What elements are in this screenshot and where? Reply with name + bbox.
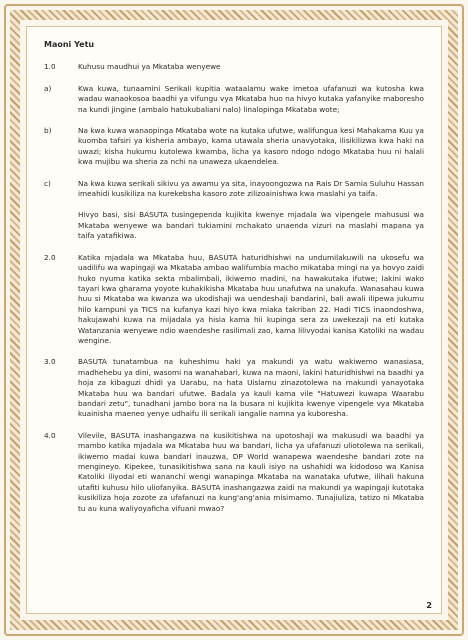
point-number: a) xyxy=(44,83,52,93)
document-content xyxy=(44,40,424,525)
section-2-0 xyxy=(44,253,424,347)
point-1-0 xyxy=(44,62,424,72)
point-c xyxy=(44,179,424,200)
section-number: 3.0 xyxy=(44,357,56,367)
section-number: 4.0 xyxy=(44,430,56,440)
section-4-0 xyxy=(44,431,424,514)
section-3-0 xyxy=(44,357,424,419)
section-text: Vilevile, BASUTA inashangazwa na kusikitishwa na upotoshaji wa makusudi wa baadhi ya mambo katika mjadala wa Mkataba huu wa bandari, licha ya ufafanuzi uliotolewa na serikali, ikiwemo madai kuwa bandari inauzwa, DP World wanapewa waendeshe bandari zote na mengineyo. Kipekee, tunasikitishwa sana na kauli isiyo na ushahidi wa kidodoso wa Kanisa Katoliki iliyodai eti wananchi wengi wanapinga Mkataba na wanataka ufutwe, ilihali hakuna utafiti kuhusu hilo uliofanyika. BASUTA inashangazwa zaidi na makundi ya wapingaji kutotaka kusikiliza hoja zozote za ufafanuzi na kung'ang'ania misimamo. Tunajiuliza, tatizo ni Mkataba tu au kuna waliyoyaficha vifuani mwao? xyxy=(78,430,424,513)
section-number: 2.0 xyxy=(44,252,56,262)
point-number: c) xyxy=(44,178,51,188)
point-a xyxy=(44,84,424,115)
summary-paragraph: Hivyo basi, sisi BASUTA tusingependa kujikita kwenye mjadala wa vipengele mahususi wa Mkataba wenyewe wa bandari tukiamini mchakato unaenda vizuri na maslahi mapana ya taifa yatafikiwa. xyxy=(78,210,424,241)
point-text: Kuhusu maudhui ya Mkataba wenyewe xyxy=(78,62,221,72)
point-text: Na kwa kuwa wanaopinga Mkataba wote na kutaka ufutwe, walifungua kesi Mahakama Kuu ya kuomba tafsiri ya kisheria ambayo, kama utawala sheria unavyotaka, ilisikilizwa kwa haki na uwazi; kisha hukumu kutolewa kwamba, licha ya kasoro ndogo ndogo Mkataba huu ni halali kwa mujibu wa sheria za nchi na unaweza ukaendelea. xyxy=(78,126,424,167)
section-text: Katika mjadala wa Mkataba huu, BASUTA haturidhishwi na undumilakuwili na ukosefu wa uadilifu wa wapingaji wa Mkataba ambao walifumbia macho mikataba mingi na ya hovyo zaidi huko nyuma katika sekta mbalimbali, ikiwemo madini, na hawakutaka ifutwe; lakini wako tayari kwa gharama yoyote kuhakikisha Mkataba huu unafutwa na unakufa. Wanasahau kuwa huu si Mkataba wa kwanza wa ukodishaji wa uendeshaji bandarini, bali awali ilipewa jukumu hilo kampuni ya TICS na kufanya kazi hiyo kwa miaka takriban 22. Hadi TICS inaondoshwa, hakujawahi kuwa na mijadala ya hisia kama hii kupinga sera za uwekezaji na eti kutaka Watanzania wenyewe ndio waendeshe rasilimali zao, kama lilivyodai kanisa Katoliki na wadau wengine. xyxy=(78,252,424,345)
page-number: 2 xyxy=(426,601,432,610)
point-number: b) xyxy=(44,126,52,136)
point-number: 1.0 xyxy=(44,62,56,72)
point-text: Kwa kuwa, tunaamini Serikali kupitia wataalamu wake imetoa ufafanuzi wa kutosha kwa wadau wanaokosoa baadhi ya vifungu vya Mkataba huo na hivyo kutaka yafanyike maboresho na kundi jingine (ambalo hatukubaliani nalo) linalopinga Mkataba wote; xyxy=(78,83,424,114)
point-text: Na kwa kuwa serikali sikivu ya awamu ya sita, inayoongozwa na Rais Dr Samia Suluhu Hassan imeahidi kusikiliza na kurekebsha kasoro zote zilizoainishwa kwa maslahi ya taifa. xyxy=(78,178,424,199)
section-heading: Maoni Yetu xyxy=(44,40,95,49)
point-b xyxy=(44,126,424,168)
section-text: BASUTA tunatambua na kuheshimu haki ya makundi ya watu wakiwemo wanasiasa, madhehebu ya dini, wasomi na wanahabari, kuwa na maoni, lakini haturidhishwi na baadhi ya hoja za kibaguzi dhidi ya Uarabu, na hata Uislamu zinazotolewa na makundi yanayotaka Mkataba huu wa bandari ufutwe. Badala ya kauli kama vile "Hatuwezi kuwapa Waarabu bandari zetu", tunadhani jambo bora na la busara ni kujikita kwenye vipengele vya Mkataba kuainisha maeneo yenye udhaifu ili serikali iangalie namna ya kuboresha. xyxy=(78,357,424,419)
